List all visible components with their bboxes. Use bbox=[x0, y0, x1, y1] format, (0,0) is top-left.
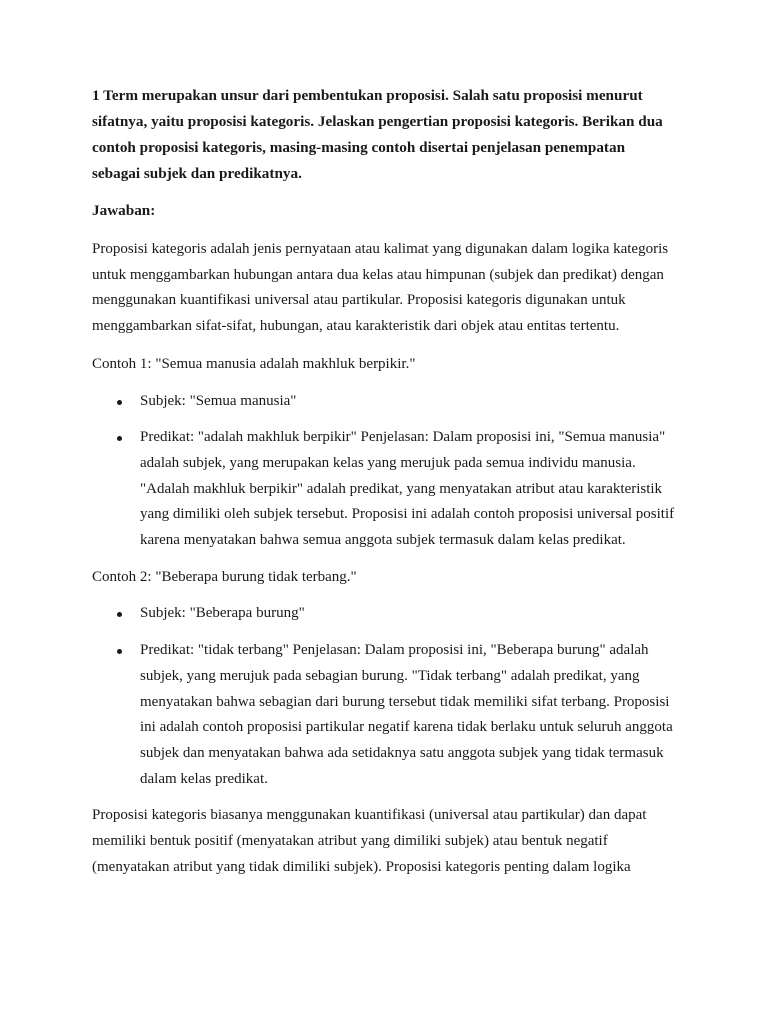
example-1-subject-text: Subjek: "Semua manusia" bbox=[140, 392, 297, 409]
bullet-icon bbox=[117, 649, 122, 654]
example-2-predicate bbox=[92, 638, 676, 792]
example-1-predicate-text: Predikat: "adalah makhluk berpikir" Penjelasan: Dalam proposisi ini, "Semua manusia" adalah subjek, yang merupakan kelas yang merujuk pada semua individu manusia. "Adalah makhluk berpikir" adalah predikat, yang menyatakan atribut atau karakteristik yang dimiliki oleh subjek tersebut. Proposisi ini adalah contoh proposisi universal positif karena menyatakan bahwa semua anggota subjek termasuk dalam kelas predikat. bbox=[140, 429, 675, 549]
example-2-title: Contoh 2: "Beberapa burung tidak terbang." bbox=[92, 568, 357, 585]
bullet-icon bbox=[117, 612, 122, 617]
bullet-icon bbox=[117, 400, 122, 405]
example-1-title: Contoh 1: "Semua manusia adalah makhluk berpikir." bbox=[92, 355, 416, 372]
example-2-list bbox=[92, 601, 676, 792]
example-1-list bbox=[92, 389, 676, 554]
example-2-subject-text: Subjek: "Beberapa burung" bbox=[140, 605, 305, 622]
example-1-predicate bbox=[92, 425, 676, 554]
example-2-subject bbox=[92, 601, 676, 627]
intro-paragraph: Proposisi kategoris adalah jenis pernyataan atau kalimat yang digunakan dalam logika kategoris untuk menggambarkan hubungan antara dua kelas atau himpunan (subjek dan predikat) dengan menggunakan kuantifikasi universal atau partikular. Proposisi kategoris digunakan untuk menggambarkan sifat-sifat, hubungan, atau karakteristik dari objek atau entitas tertentu. bbox=[92, 241, 669, 335]
answer-label: Jawaban: bbox=[92, 202, 156, 219]
example-1-subject bbox=[92, 389, 676, 415]
bullet-icon bbox=[117, 436, 122, 441]
document-page bbox=[92, 83, 676, 892]
closing-paragraph: Proposisi kategoris biasanya menggunakan kuantifikasi (universal atau partikular) dan dapat memiliki bentuk positif (menyatakan atribut yang dimiliki subjek) atau bentuk negatif (menyatakan atribut yang tidak dimiliki subjek). Proposisi kategoris penting dalam logika bbox=[92, 807, 647, 875]
example-2-predicate-text: Predikat: "tidak terbang" Penjelasan: Dalam proposisi ini, "Beberapa burung" adalah subjek, yang merujuk pada sebagian burung. "Tidak terbang" adalah predikat, yang menyatakan bahwa sebagian dari burung tersebut tidak memiliki sifat terbang. Proposisi ini adalah contoh proposisi partikular negatif karena tidak berlaku untuk seluruh anggota subjek dan menyatakan bahwa ada setidaknya satu anggota subjek yang tidak termasuk dalam kelas predikat. bbox=[140, 642, 673, 787]
question-text: 1 Term merupakan unsur dari pembentukan proposisi. Salah satu proposisi menurut sifatnya, yaitu proposisi kategoris. Jelaskan pengertian proposisi kategoris. Berikan dua contoh proposisi kategoris, masing-masing contoh disertai penjelasan penempatan sebagai subjek dan predikatnya. bbox=[92, 87, 663, 182]
